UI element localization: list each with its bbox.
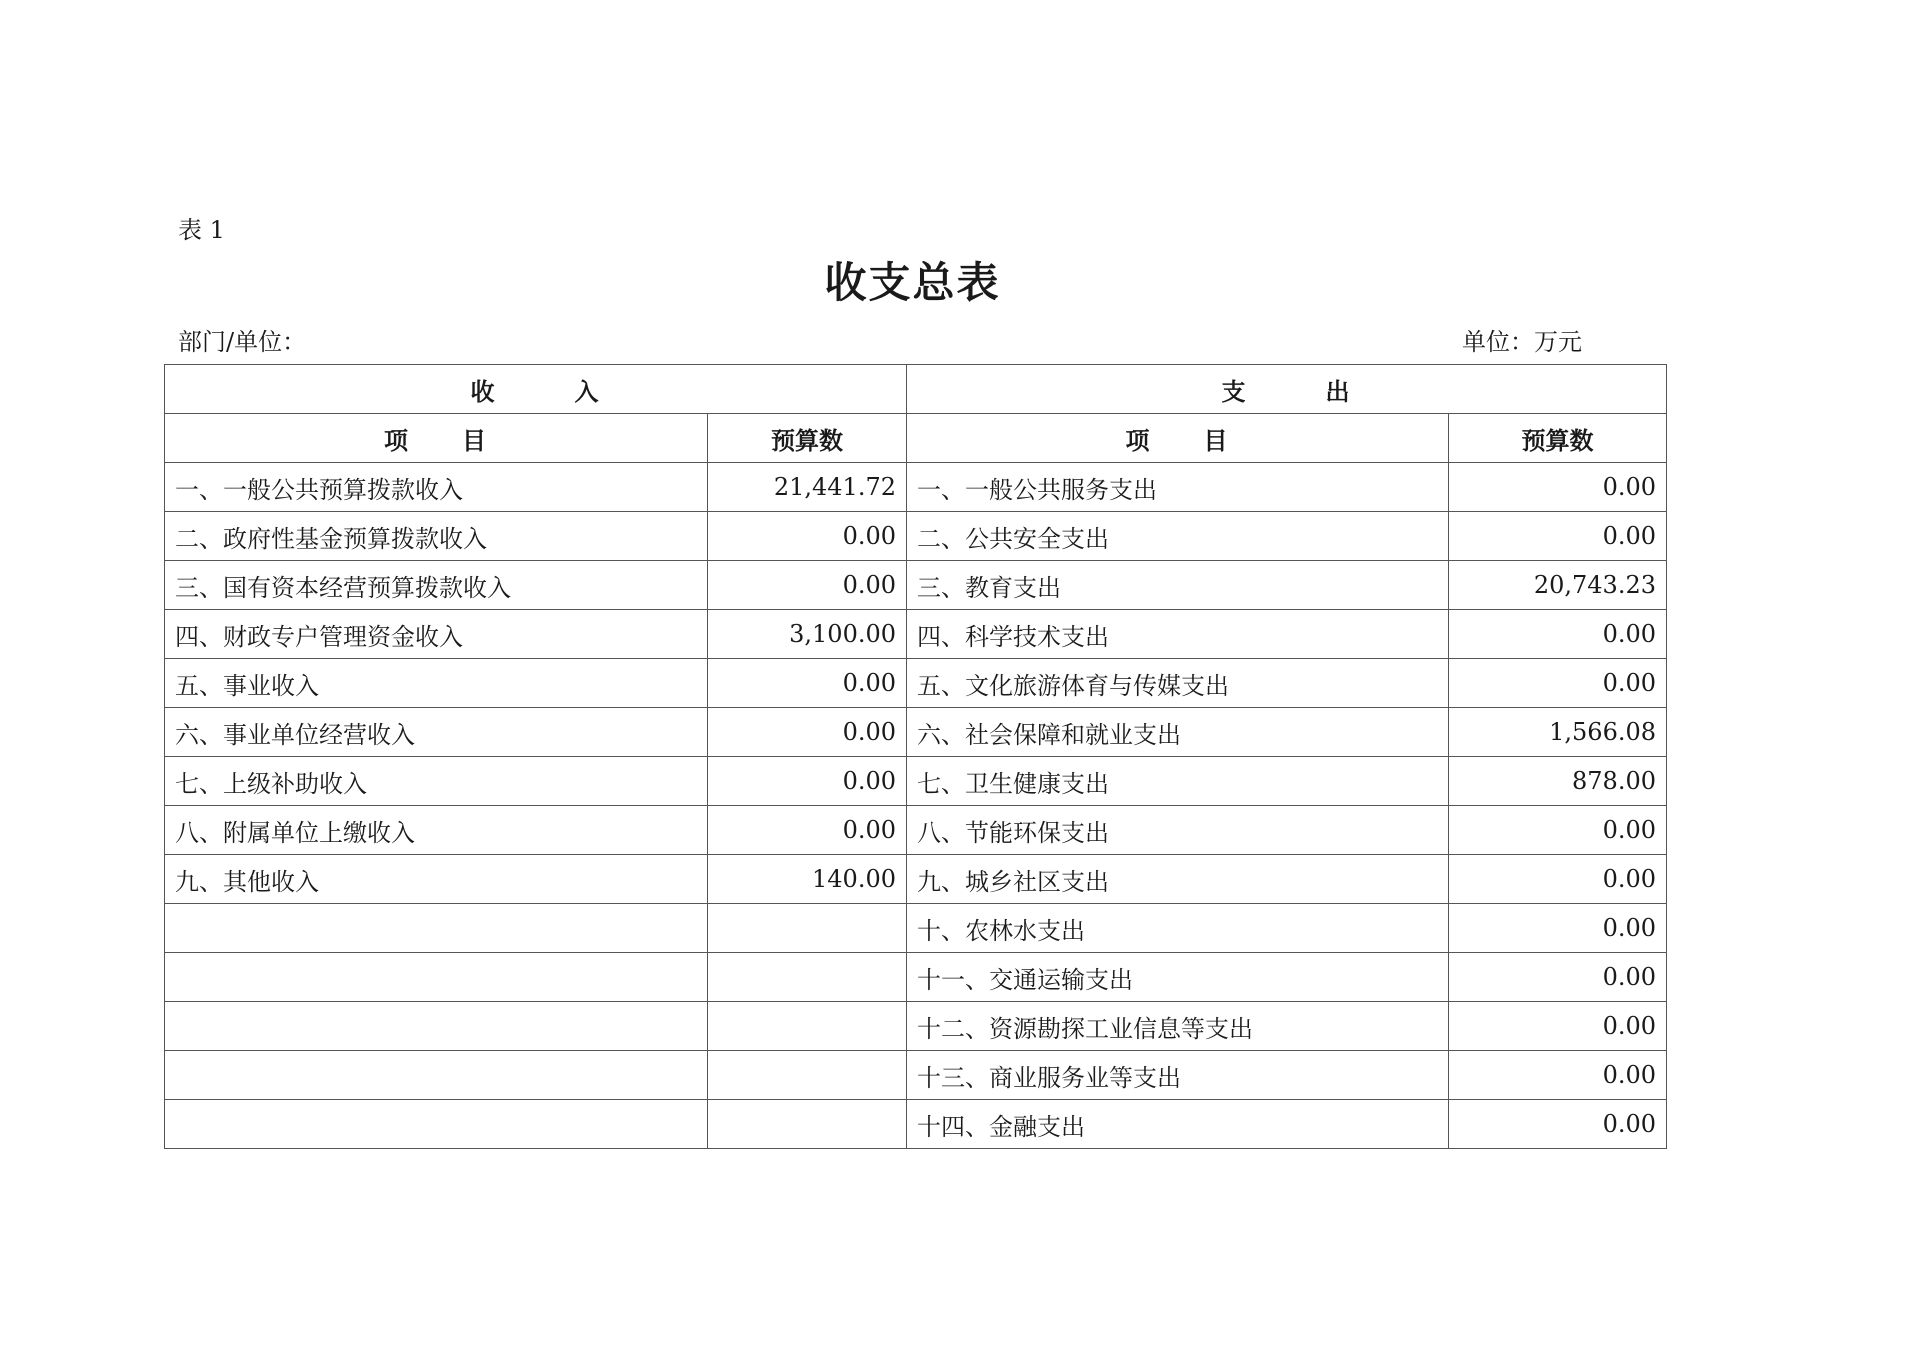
income-item: 四、财政专户管理资金收入 <box>165 610 708 659</box>
table-row <box>165 1002 1667 1051</box>
income-item: 一、一般公共预算拨款收入 <box>165 463 708 512</box>
income-amount: 140.00 <box>708 855 907 904</box>
income-section-heading: 收 入 <box>165 365 907 414</box>
expense-amount: 0.00 <box>1449 659 1667 708</box>
table-row <box>165 1051 1667 1100</box>
income-item <box>165 904 708 953</box>
income-amount: 0.00 <box>708 512 907 561</box>
budget-rows <box>165 463 1667 1149</box>
income-amount-column-header: 预算数 <box>708 414 907 463</box>
budget-summary-table <box>164 364 1667 1149</box>
page-title: 收支总表 <box>824 258 1001 307</box>
income-item: 九、其他收入 <box>165 855 708 904</box>
income-item: 八、附属单位上缴收入 <box>165 806 708 855</box>
income-amount <box>708 904 907 953</box>
income-item: 二、政府性基金预算拨款收入 <box>165 512 708 561</box>
table-row <box>165 708 1667 757</box>
income-item-column-header: 项 目 <box>165 414 708 463</box>
income-amount: 3,100.00 <box>708 610 907 659</box>
expense-item: 十四、金融支出 <box>907 1100 1449 1149</box>
table-row <box>165 1100 1667 1149</box>
expense-item: 十三、商业服务业等支出 <box>907 1051 1449 1100</box>
income-item: 七、上级补助收入 <box>165 757 708 806</box>
expense-amount-column-header: 预算数 <box>1449 414 1667 463</box>
table-number: 表 1 <box>178 216 225 244</box>
income-item: 六、事业单位经营收入 <box>165 708 708 757</box>
expense-item: 十二、资源勘探工业信息等支出 <box>907 1002 1449 1051</box>
expense-section-heading: 支 出 <box>907 365 1667 414</box>
expense-item: 三、教育支出 <box>907 561 1449 610</box>
income-amount: 21,441.72 <box>708 463 907 512</box>
expense-amount: 0.00 <box>1449 610 1667 659</box>
table-row <box>165 855 1667 904</box>
expense-amount: 0.00 <box>1449 1051 1667 1100</box>
income-amount: 0.00 <box>708 708 907 757</box>
income-amount <box>708 1051 907 1100</box>
column-header-row <box>165 414 1667 463</box>
expense-amount: 0.00 <box>1449 953 1667 1002</box>
expense-amount: 20,743.23 <box>1449 561 1667 610</box>
department-label: 部门/单位： <box>178 328 307 356</box>
table-row <box>165 659 1667 708</box>
expense-item: 四、科学技术支出 <box>907 610 1449 659</box>
expense-amount: 878.00 <box>1449 757 1667 806</box>
expense-amount: 0.00 <box>1449 512 1667 561</box>
table-row <box>165 904 1667 953</box>
expense-item-column-header: 项 目 <box>907 414 1449 463</box>
expense-amount: 1,566.08 <box>1449 708 1667 757</box>
table-row <box>165 561 1667 610</box>
expense-item: 六、社会保障和就业支出 <box>907 708 1449 757</box>
expense-item: 二、公共安全支出 <box>907 512 1449 561</box>
expense-item: 十一、交通运输支出 <box>907 953 1449 1002</box>
expense-amount: 0.00 <box>1449 1002 1667 1051</box>
income-amount <box>708 953 907 1002</box>
table-row <box>165 610 1667 659</box>
expense-item: 五、文化旅游体育与传媒支出 <box>907 659 1449 708</box>
expense-amount: 0.00 <box>1449 806 1667 855</box>
expense-item: 七、卫生健康支出 <box>907 757 1449 806</box>
expense-amount: 0.00 <box>1449 904 1667 953</box>
expense-amount: 0.00 <box>1449 463 1667 512</box>
income-item <box>165 953 708 1002</box>
income-amount: 0.00 <box>708 561 907 610</box>
expense-item: 八、节能环保支出 <box>907 806 1449 855</box>
income-amount: 0.00 <box>708 659 907 708</box>
table-row <box>165 512 1667 561</box>
income-item <box>165 1051 708 1100</box>
income-amount: 0.00 <box>708 806 907 855</box>
table-row <box>165 463 1667 512</box>
table-row <box>165 953 1667 1002</box>
table-row <box>165 757 1667 806</box>
unit-label: 单位：万元 <box>1462 328 1582 356</box>
income-item <box>165 1002 708 1051</box>
income-amount <box>708 1100 907 1149</box>
expense-item: 十、农林水支出 <box>907 904 1449 953</box>
expense-item: 一、一般公共服务支出 <box>907 463 1449 512</box>
expense-item: 九、城乡社区支出 <box>907 855 1449 904</box>
income-item: 五、事业收入 <box>165 659 708 708</box>
income-item: 三、国有资本经营预算拨款收入 <box>165 561 708 610</box>
income-item <box>165 1100 708 1149</box>
income-amount: 0.00 <box>708 757 907 806</box>
section-header-row <box>165 365 1667 414</box>
expense-amount: 0.00 <box>1449 855 1667 904</box>
expense-amount: 0.00 <box>1449 1100 1667 1149</box>
table-row <box>165 806 1667 855</box>
income-amount <box>708 1002 907 1051</box>
